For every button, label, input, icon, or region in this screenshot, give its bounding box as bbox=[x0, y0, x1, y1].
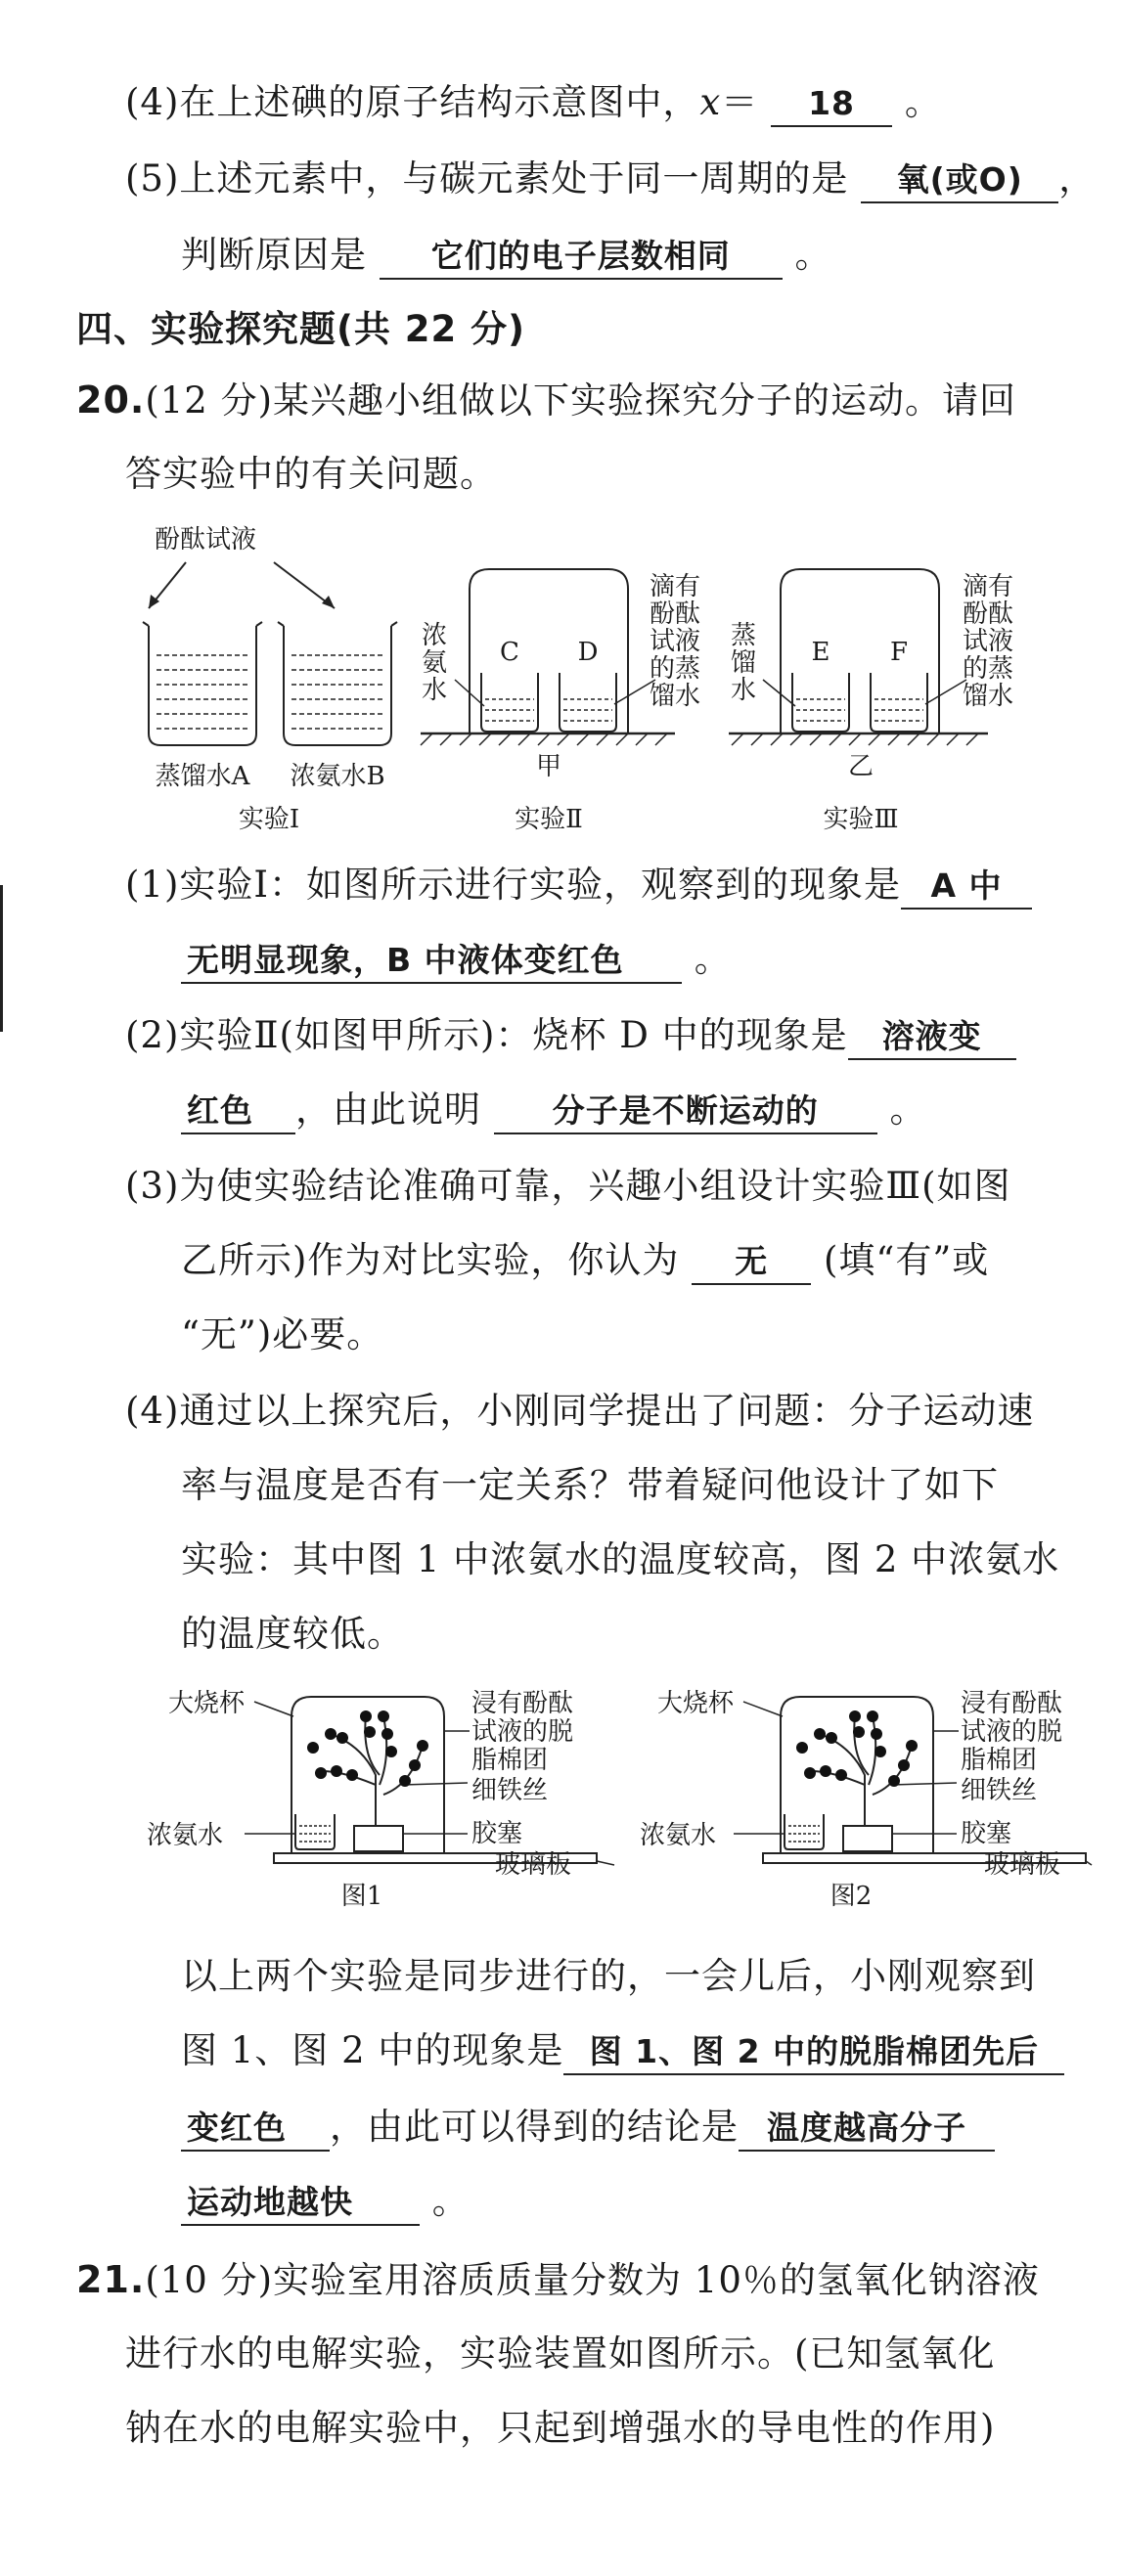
beaker-f bbox=[871, 673, 927, 732]
q20-part4-line7 bbox=[181, 2103, 995, 2152]
q21-line1-text: (10 分)实验室用溶质质量分数为 10％的氢氧化钠溶液 bbox=[145, 2259, 1040, 2301]
q20-part4-line8 bbox=[181, 2177, 470, 2226]
label-glass-1: 玻璃板 bbox=[495, 1850, 572, 1880]
label-right3-2: 试液 bbox=[962, 627, 1014, 656]
q20-part3-line2 bbox=[181, 1236, 989, 1285]
margin-bar bbox=[0, 885, 3, 1032]
answer-blank: 变红色 bbox=[181, 2107, 330, 2152]
label-c: C bbox=[500, 638, 519, 667]
answer-blank: 它们的电子层数相同 bbox=[380, 235, 783, 280]
stopper-2 bbox=[843, 1826, 892, 1851]
label-left2-1: 氨 bbox=[421, 648, 448, 678]
answer-blank: 运动地越快 bbox=[181, 2181, 420, 2226]
label-phenolphthalein: 酚酞试液 bbox=[154, 525, 257, 555]
label-left2-2: 水 bbox=[421, 676, 448, 705]
label-left3-2: 水 bbox=[730, 676, 757, 705]
label-right2-4: 馏水 bbox=[649, 682, 701, 711]
label-left3-0: 蒸 bbox=[730, 621, 757, 650]
label-f: F bbox=[889, 638, 909, 667]
answer-blank: 氧(或O) bbox=[861, 158, 1058, 203]
q20-stem-line2: 答实验中的有关问题。 bbox=[125, 453, 497, 495]
q20-part3-post: (填“有”或 bbox=[823, 1239, 990, 1281]
beaker-d bbox=[560, 673, 616, 732]
q20-part3-line3: “无”)必要。 bbox=[181, 1313, 384, 1355]
q20-part4-line4: 的温度较低。 bbox=[181, 1613, 404, 1655]
q20-part3-line1: (3)为使实验结论准确可靠，兴趣小组设计实验Ⅲ(如图 bbox=[125, 1165, 1011, 1207]
beaker-a bbox=[149, 626, 256, 745]
label-right3-1: 酚酞 bbox=[962, 600, 1014, 629]
label-wire-2: 细铁丝 bbox=[961, 1776, 1038, 1805]
q20-part1-cont bbox=[181, 935, 732, 984]
q19-part5 bbox=[125, 155, 1096, 203]
q19-part5-reason-text: 判断原因是 bbox=[181, 234, 367, 276]
beaker-e bbox=[792, 673, 849, 732]
q20-stem-line1: (12 分)某兴趣小组做以下实验探究分子的运动。请回 bbox=[145, 379, 1017, 422]
q19-part5-reason-end: 。 bbox=[794, 234, 832, 276]
answer-blank: 无明显现象，B 中液体变红色 bbox=[181, 939, 682, 984]
q21-line3: 钠在水的电解实验中，只起到增强水的导电性的作用) bbox=[125, 2407, 996, 2449]
label-left2-0: 浓 bbox=[421, 621, 448, 650]
label-big-beaker-2: 大烧杯 bbox=[657, 1689, 735, 1718]
label-d: D bbox=[577, 638, 599, 667]
q21-line1 bbox=[76, 2255, 1040, 2305]
label-beaker-a: 蒸馏水A bbox=[155, 762, 250, 791]
q19-part5-text: (5)上述元素中，与碳元素处于同一周期的是 bbox=[125, 157, 849, 200]
q21-line2: 进行水的电解实验，实验装置如图所示。(已知氢氧化 bbox=[125, 2332, 996, 2375]
label-exp3: 实验Ⅲ bbox=[823, 805, 899, 834]
experiment-figure bbox=[127, 518, 1047, 841]
q19-part4-var: x bbox=[699, 81, 722, 123]
q19-part5-reason bbox=[181, 231, 832, 280]
label-yi: 乙 bbox=[847, 752, 874, 781]
label-exp1: 实验Ⅰ bbox=[238, 805, 300, 834]
ammonia-beaker-1 bbox=[295, 1814, 335, 1849]
label-right2-3: 的蒸 bbox=[649, 654, 701, 684]
label-left3-1: 馏 bbox=[730, 648, 757, 678]
label-ammonia-2: 浓氨水 bbox=[640, 1821, 717, 1850]
q20-part4-mid: ，由此可以得到的结论是 bbox=[330, 2106, 739, 2148]
q20-part4-end: 。 bbox=[431, 2180, 470, 2222]
label-ammonia-1: 浓氨水 bbox=[147, 1821, 224, 1850]
answer-blank: 无 bbox=[692, 1240, 811, 1285]
label-jia: 甲 bbox=[535, 752, 562, 781]
stopper-1 bbox=[354, 1826, 403, 1851]
label-big-beaker-1: 大烧杯 bbox=[168, 1689, 246, 1718]
q20-part4-text: 图 1、图 2 中的现象是 bbox=[181, 2029, 564, 2071]
caption-fig1: 图1 bbox=[340, 1882, 383, 1911]
large-beaker-jia bbox=[470, 569, 628, 733]
label-exp2: 实验Ⅱ bbox=[515, 805, 583, 834]
label-cotton-2-2: 脂棉团 bbox=[961, 1746, 1038, 1775]
large-beaker-yi bbox=[781, 569, 939, 733]
label-right3-4: 馏水 bbox=[962, 682, 1014, 711]
label-right2-2: 试液 bbox=[649, 627, 701, 656]
q20-part2-end: 。 bbox=[889, 1088, 927, 1131]
label-cotton-1-2: 脂棉团 bbox=[471, 1746, 549, 1775]
answer-blank: 分子是不断运动的 bbox=[494, 1089, 877, 1134]
temperature-figure bbox=[147, 1677, 1096, 1932]
q19-part4-eq: ＝ bbox=[721, 81, 759, 123]
label-beaker-b: 浓氨水B bbox=[290, 762, 385, 791]
label-right2-0: 滴有 bbox=[649, 572, 701, 601]
q20-part2-cont bbox=[181, 1086, 927, 1134]
q19-part4 bbox=[125, 78, 942, 127]
label-stopper-1: 胶塞 bbox=[471, 1819, 523, 1848]
q20-part1-text: (1)实验Ⅰ：如图所示进行实验，观察到的现象是 bbox=[125, 864, 902, 906]
label-right2-1: 酚酞 bbox=[649, 600, 701, 629]
label-cotton-2-1: 试液的脱 bbox=[961, 1717, 1063, 1747]
q19-part4-text: (4)在上述碘的原子结构示意图中， bbox=[125, 81, 700, 123]
caption-fig2: 图2 bbox=[830, 1882, 873, 1911]
q20-part4-line6 bbox=[181, 2026, 1064, 2075]
answer-blank: 红色 bbox=[181, 1089, 295, 1134]
q20-part1 bbox=[125, 861, 1032, 910]
label-right3-3: 的蒸 bbox=[962, 654, 1014, 684]
answer-blank: 温度越高分子 bbox=[739, 2107, 995, 2152]
answer-blank: 18 bbox=[771, 82, 892, 127]
label-glass-2: 玻璃板 bbox=[984, 1850, 1061, 1880]
label-wire-1: 细铁丝 bbox=[471, 1776, 549, 1805]
label-cotton-2-0: 浸有酚酞 bbox=[961, 1689, 1063, 1718]
answer-blank: A 中 bbox=[901, 865, 1032, 910]
label-right3-0: 滴有 bbox=[962, 572, 1014, 601]
q19-part5-comma: ， bbox=[1058, 157, 1097, 200]
q20-part4-line1: (4)通过以上探究后，小刚同学提出了问题：分子运动速 bbox=[125, 1390, 1035, 1432]
label-e: E bbox=[811, 638, 830, 667]
q20-part1-end: 。 bbox=[694, 938, 732, 980]
q20-part4-line5: 以上两个实验是同步进行的，一会儿后，小刚观察到 bbox=[181, 1955, 1036, 1997]
q19-part4-end: 。 bbox=[904, 81, 942, 123]
q20-part3-text: 乙所示)作为对比实验，你认为 bbox=[181, 1239, 680, 1281]
q20-part2-mid: ，由此说明 bbox=[295, 1088, 481, 1131]
question-number: 21. bbox=[76, 2258, 146, 2301]
q20-part4-line2: 率与温度是否有一定关系？带着疑问他设计了如下 bbox=[181, 1464, 999, 1506]
beaker-b bbox=[284, 626, 391, 745]
q20-part4-line3: 实验：其中图 1 中浓氨水的温度较高，图 2 中浓氨水 bbox=[181, 1538, 1060, 1580]
question-number: 20. bbox=[76, 378, 146, 422]
q20-part2-text: (2)实验Ⅱ(如图甲所示)：烧杯 D 中的现象是 bbox=[125, 1014, 848, 1056]
answer-blank: 图 1、图 2 中的脱脂棉团先后 bbox=[563, 2030, 1064, 2075]
beaker-c bbox=[481, 673, 538, 732]
q20-part2 bbox=[125, 1011, 1016, 1060]
label-stopper-2: 胶塞 bbox=[961, 1819, 1012, 1848]
section-title: 四、实验探究题(共 22 分) bbox=[76, 308, 526, 350]
ammonia-beaker-2 bbox=[785, 1814, 824, 1849]
label-cotton-1-0: 浸有酚酞 bbox=[471, 1689, 574, 1718]
q20-stem bbox=[76, 376, 1016, 425]
label-cotton-1-1: 试液的脱 bbox=[471, 1717, 574, 1747]
answer-blank: 溶液变 bbox=[848, 1015, 1016, 1060]
